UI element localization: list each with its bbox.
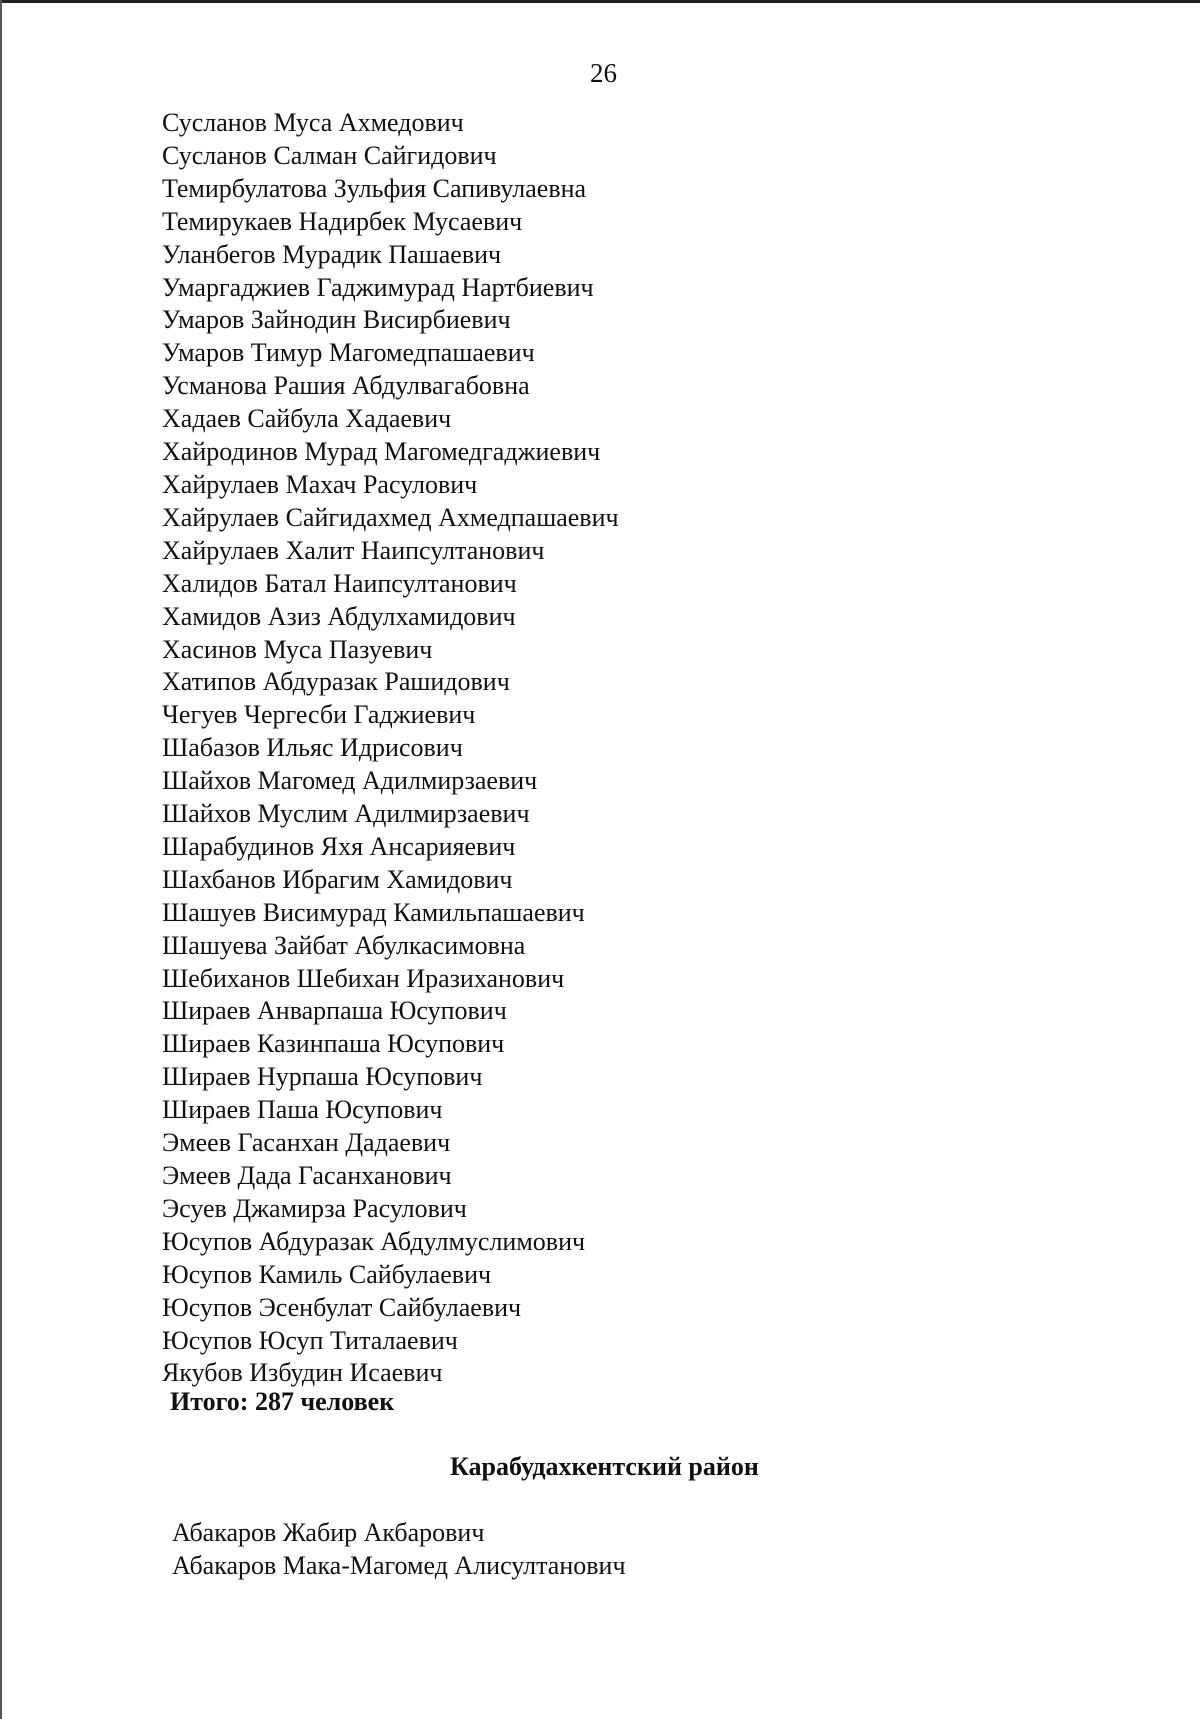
list-item: Эмеев Гасанхан Дадаевич — [162, 1128, 451, 1158]
list-item: Шашуева Зайбат Абулкасимовна — [162, 930, 526, 960]
list-item: Хайродинов Мурад Магомедгаджиевич — [162, 437, 601, 467]
list-item: Юсупов Камиль Сайбулаевич — [162, 1259, 492, 1289]
list-item: Эмеев Дада Гасанханович — [162, 1161, 452, 1190]
list-item: Умаров Тимур Магомедпашаевич — [162, 338, 535, 368]
list-item: Умаргаджиев Гаджимурад Нартбиевич — [162, 272, 594, 302]
page-number: 26 — [590, 58, 617, 88]
list-item: Шабазов Ильяс Идрисович — [162, 733, 463, 763]
list-item: Уланбегов Мурадик Пашаевич — [162, 239, 502, 269]
list-item: Хасинов Муса Пазуевич — [162, 634, 433, 664]
section-heading: Карабудахкентский район — [450, 1452, 759, 1481]
list-item: Шираев Анварпаша Юсупович — [162, 996, 507, 1026]
list-item: Чегуев Чергесби Гаджиевич — [162, 700, 476, 730]
list-item: Шахбанов Ибрагим Хамидович — [162, 864, 513, 894]
list-item: Юсупов Юсуп Титалаевич — [162, 1325, 458, 1355]
list-item: Шираев Нурпаша Юсупович — [162, 1062, 483, 1092]
list-item: Сусланов Муса Ахмедович — [162, 108, 464, 137]
list-item: Хадаев Сайбула Хадаевич — [162, 404, 452, 434]
list-item: Умаров Зайнодин Висирбиевич — [162, 305, 511, 335]
list-item: Халидов Батал Наипсултанович — [162, 568, 517, 598]
name-list — [162, 107, 619, 1390]
list-item: Абакаров Жабир Акбарович — [172, 1518, 485, 1547]
list-item: Шарабудинов Яхя Ансарияевич — [162, 831, 516, 861]
list-item: Хайрулаев Халит Наипсултанович — [162, 535, 545, 565]
list-item: Сусланов Салман Сайгидович — [162, 140, 497, 170]
section-name-list — [172, 1516, 626, 1582]
list-item: Темирбулатова Зульфия Сапивулаевна — [162, 173, 587, 203]
list-item: Юсупов Абдуразак Абдулмуслимович — [162, 1226, 586, 1256]
list-item: Якубов Избудин Исаевич — [162, 1358, 443, 1388]
list-item: Хатипов Абдуразак Рашидович — [162, 667, 510, 697]
list-item: Темирукаев Надирбек Мусаевич — [162, 206, 523, 236]
list-item: Шираев Казинпаша Юсупович — [162, 1029, 505, 1059]
total-count: Итого: 287 человек — [170, 1387, 395, 1416]
page-left-border — [0, 0, 2, 1719]
list-item: Шебиханов Шебихан Иразиханович — [162, 963, 565, 993]
list-item: Шашуев Висимурад Камильпашаевич — [162, 897, 585, 927]
page-top-border — [0, 0, 1200, 3]
list-item: Шайхов Магомед Адилмирзаевич — [162, 766, 538, 796]
list-item: Шираев Паша Юсупович — [162, 1095, 443, 1125]
list-item: Хайрулаев Сайгидахмед Ахмедпашаевич — [162, 502, 619, 532]
list-item: Шайхов Муслим Адилмирзаевич — [162, 799, 530, 829]
list-item: Усманова Рашия Абдулвагабовна — [162, 371, 530, 401]
list-item: Юсупов Эсенбулат Сайбулаевич — [162, 1292, 522, 1322]
list-item: Абакаров Мака-Магомед Алисултанович — [172, 1551, 626, 1580]
list-item: Хайрулаев Махач Расулович — [162, 469, 478, 499]
list-item: Хамидов Азиз Абдулхамидович — [162, 601, 516, 631]
list-item: Эсуев Джамирза Расулович — [162, 1193, 467, 1223]
